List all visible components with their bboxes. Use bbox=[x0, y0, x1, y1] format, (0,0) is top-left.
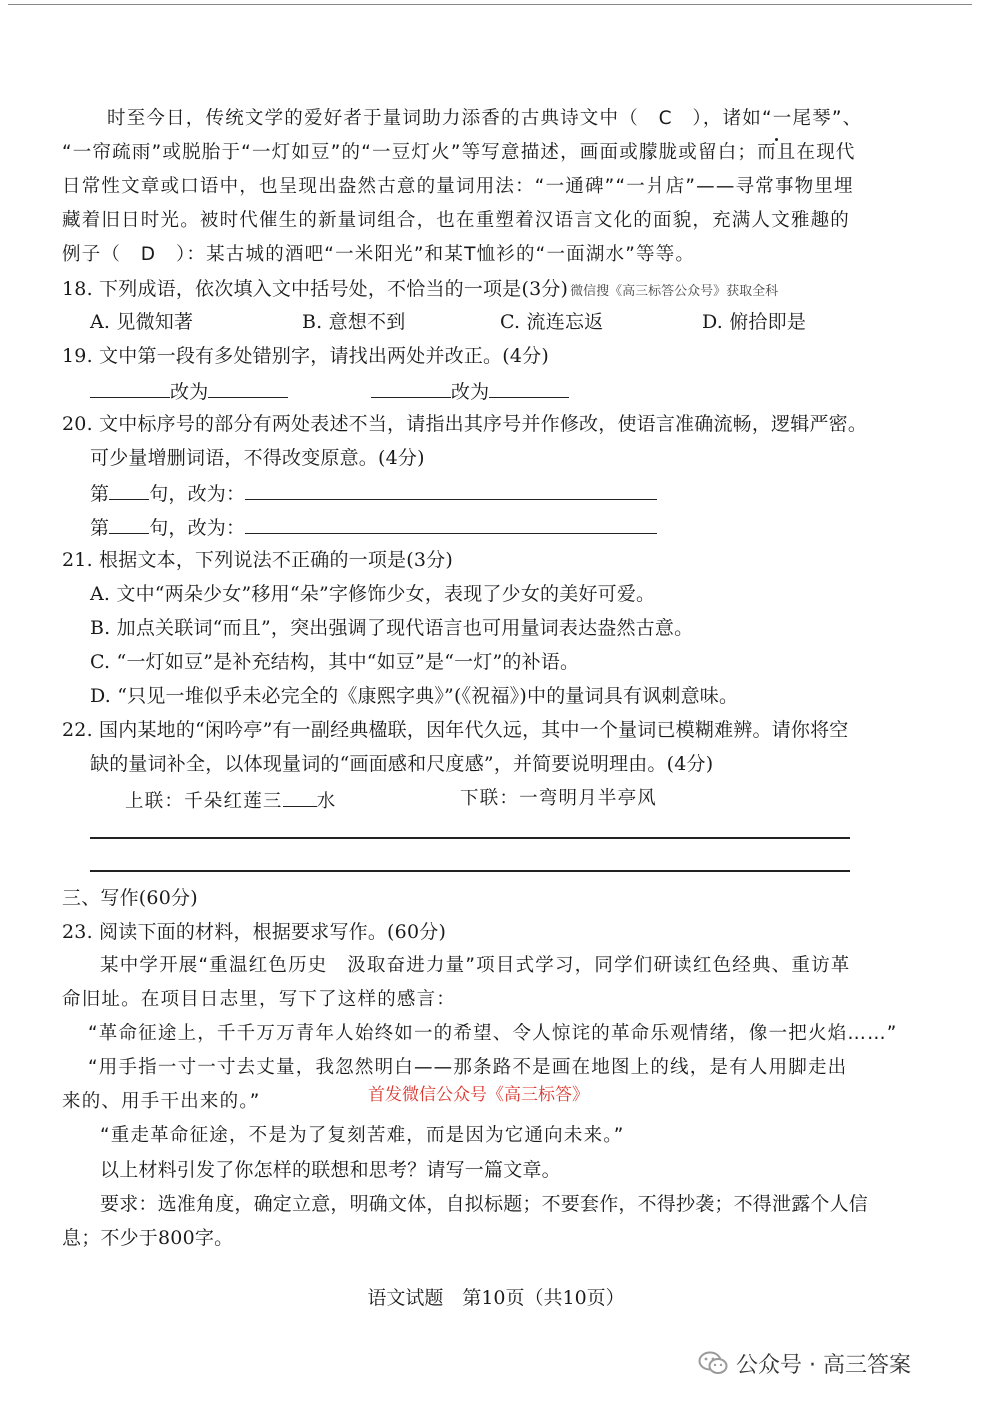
answer-blank[interactable] bbox=[245, 513, 657, 534]
passage-line-2: “一帘疏雨”或脱胎于“一灯如豆”的“一豆灯火”等写意描述，画面或朦胧或留白；而且在现代 bbox=[62, 142, 856, 163]
answer-blank[interactable] bbox=[245, 479, 657, 500]
answer-blank[interactable] bbox=[90, 377, 170, 398]
writing-prompt: 以上材料引发了你怎样的联想和思考？请写一篇文章。 bbox=[100, 1159, 561, 1181]
q19-answer-row: 改为 改为 bbox=[90, 377, 569, 405]
section-3-title: 三、写作(60分) bbox=[62, 887, 198, 909]
q21-option-b: B. 加点关联词“而且”，突出强调了现代语言也可用量词表达盎然古意。 bbox=[90, 617, 694, 639]
wechat-icon bbox=[698, 1350, 728, 1376]
requirements-2: 息；不少于800字。 bbox=[62, 1227, 234, 1249]
sentence-number-blank[interactable] bbox=[109, 479, 149, 500]
answer-blank[interactable] bbox=[208, 377, 288, 398]
q21-stem: 21. 根据文本，下列说法不正确的一项是(3分) bbox=[62, 549, 453, 571]
brand-badge bbox=[698, 1346, 911, 1380]
q21-option-c: C. “一灯如豆”是补充结构，其中“如豆”是“一灯”的补语。 bbox=[90, 651, 580, 673]
watermark-red: 首发微信公众号《高三标答》 bbox=[368, 1085, 589, 1105]
passage-line-3: 日常性文章或口语中，也呈现出盎然古意的量词用法：“一通碑”“一爿店”——寻常事物里埋 bbox=[62, 176, 854, 197]
sentence-number-blank[interactable] bbox=[109, 513, 149, 534]
q20-answer-row-1: 第 句，改为： bbox=[90, 479, 657, 507]
q18-option-d: D. 俯拾即是 bbox=[702, 311, 807, 333]
lower-couplet: 下联：一弯明月半亭风 bbox=[460, 788, 658, 809]
q20-answer-row-2: 第 句，改为： bbox=[90, 513, 657, 541]
brand-label: 公众号 · 高三答案 bbox=[736, 1352, 911, 1378]
q22-stem-1: 22. 国内某地的“闲吟亭”有一副经典楹联，因年代久远，其中一个量词已模糊难辨。请你将空 bbox=[62, 719, 849, 741]
material-quote-1: “革命征途上，千千万万青年人始终如一的希望、令人惊诧的革命乐观情绪，像一把火焰……” bbox=[88, 1023, 898, 1044]
material-para-1b: 命旧址。在项目日志里，写下了这样的感言： bbox=[62, 989, 457, 1010]
measure-word-blank[interactable] bbox=[283, 786, 317, 807]
material-quote-2b: 来的、用手干出来的。” bbox=[62, 1091, 261, 1112]
q20-stem-1: 20. 文中标序号的部分有两处表述不当，请指出其序号并作修改，使语言准确流畅，逻辑严密。 bbox=[62, 413, 868, 435]
q21-option-a: A. 文中“两朵少女”移用“朵”字修饰少女，表现了少女的美好可爱。 bbox=[90, 583, 656, 605]
q18-option-a: A. 见微知著 bbox=[90, 311, 194, 333]
q23-stem: 23. 阅读下面的材料，根据要求写作。(60分) bbox=[62, 921, 447, 943]
passage-line-1: 时至今日，传统文学的爱好者于量词助力添香的古典诗文中（ C ），诸如“一尾琴”、 bbox=[107, 108, 863, 129]
dotted-and: 而且 bbox=[757, 142, 797, 163]
passage-line-4: 藏着旧日时光。被时代催生的新量词组合，也在重塑着汉语言文化的面貌，充满人文雅趣的 bbox=[62, 210, 851, 231]
q20-stem-2: 可少量增删词语，不得改变原意。(4分) bbox=[90, 447, 425, 469]
q18-option-c: C. 流连忘返 bbox=[500, 311, 604, 333]
answer-line[interactable] bbox=[90, 837, 850, 839]
material-quote-3: “重走革命征途，不是为了复刻苦难，而是因为它通向未来。” bbox=[100, 1125, 625, 1146]
q18-option-b: B. 意想不到 bbox=[302, 311, 406, 333]
top-rule bbox=[8, 4, 972, 5]
q22-stem-2: 缺的量词补全，以体现量词的“画面感和尺度感”，并简要说明理由。(4分) bbox=[90, 753, 714, 775]
q18-stem: 18. 下列成语，依次填入文中括号处，不恰当的一项是(3分) 微信搜《高三标答公众号》获取全科 bbox=[62, 278, 779, 300]
watermark-text: 微信搜《高三标答公众号》获取全科 bbox=[570, 284, 779, 299]
requirements-1: 要求：选准角度，确定立意，明确文体，自拟标题；不要套作，不得抄袭；不得泄露个人信 bbox=[100, 1193, 869, 1215]
page-footer: 语文试题 第10页（共10页） bbox=[367, 1287, 625, 1309]
q21-option-d: D. “只见一堆似乎未必完全的《康熙字典》”(《祝福》)中的量词具有讽刺意味。 bbox=[90, 685, 739, 707]
upper-couplet: 上联：千朵红莲三 水 bbox=[125, 786, 336, 815]
material-quote-2a: “用手指一寸一寸去丈量，我忽然明白——那条路不是画在地图上的线，是有人用脚走出 bbox=[88, 1057, 848, 1078]
q19-stem: 19. 文中第一段有多处错别字，请找出两处并改正。(4分) bbox=[62, 345, 549, 367]
material-para-1a: 某中学开展“重温红色历史 汲取奋进力量”项目式学习，同学们研读红色经典、重访革 bbox=[100, 955, 851, 976]
answer-blank[interactable] bbox=[489, 377, 569, 398]
answer-line[interactable] bbox=[90, 870, 850, 872]
answer-blank[interactable] bbox=[371, 377, 451, 398]
passage-line-5: 例子（ D ）：某古城的酒吧“一米阳光”和某T恤衫的“一面湖水”等等。 bbox=[62, 244, 696, 265]
